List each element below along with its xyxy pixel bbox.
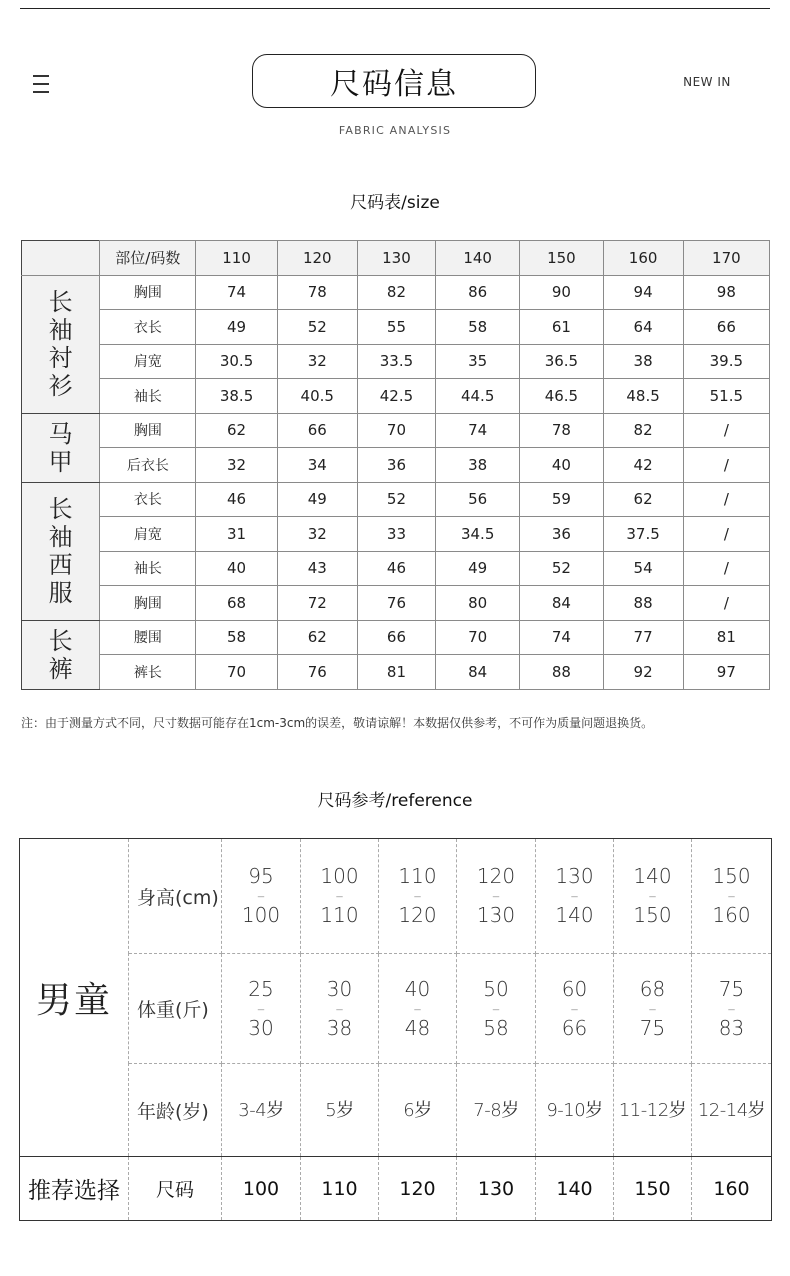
range-dash: – [492, 886, 500, 905]
range-top: 40 [404, 976, 431, 1001]
measurement-value: 39.5 [683, 344, 769, 379]
measurement-value: 36 [520, 517, 603, 552]
size-table-title: 尺码表/size [350, 193, 440, 213]
size-table-row [22, 448, 770, 483]
measurement-value: 76 [277, 655, 357, 690]
size-table-header-row [22, 241, 770, 276]
range-top: 100 [320, 864, 359, 888]
range-bottom: 58 [483, 1015, 509, 1040]
size-table-row [22, 413, 770, 448]
measurement-value: 72 [277, 586, 357, 621]
age-range: 6岁 [379, 1064, 457, 1157]
fabric-analysis-subtitle: FABRIC ANALYSIS [338, 124, 452, 137]
size-column-header: 130 [357, 241, 435, 276]
weight-range [379, 954, 457, 1064]
range-dash: – [648, 998, 657, 1018]
range-bottom: 30 [248, 1015, 274, 1040]
range-top: 25 [248, 976, 274, 1001]
garment-group-name: 马甲 [48, 419, 73, 476]
recommended-size: 130 [457, 1157, 536, 1221]
range-top: 68 [639, 976, 666, 1001]
measurement-value: 66 [357, 620, 435, 655]
size-table-row [22, 310, 770, 345]
range-top: 130 [555, 864, 594, 888]
size-table-row [22, 551, 770, 586]
recommend-size-label: 尺码 [129, 1157, 222, 1221]
measurement-part: 胸围 [100, 413, 196, 448]
measurement-value: 77 [603, 620, 683, 655]
range-bottom: 38 [326, 1015, 353, 1040]
range-dash: – [335, 886, 344, 905]
reference-table-title: 尺码参考/reference [317, 791, 473, 811]
measurement-value: 40 [520, 448, 603, 483]
range-dash: – [570, 886, 579, 905]
height-range [222, 839, 301, 954]
range-dash: – [727, 886, 736, 905]
measurement-value: 90 [520, 275, 603, 310]
measurement-value: 37.5 [603, 517, 683, 552]
range-bottom: 160 [712, 903, 751, 927]
measurement-value: 66 [683, 310, 769, 345]
measurement-value: 81 [357, 655, 435, 690]
range-dash: – [413, 886, 422, 905]
range-dash: – [570, 998, 579, 1018]
size-column-header: 160 [603, 241, 683, 276]
range-bottom: 110 [320, 903, 359, 927]
measurement-value: 59 [520, 482, 603, 517]
age-range: 5岁 [301, 1064, 379, 1157]
size-column-header: 110 [196, 241, 277, 276]
height-range [614, 839, 692, 954]
size-table-row [22, 379, 770, 414]
garment-group-name: 长裤 [48, 626, 73, 683]
measurement-value: / [683, 482, 769, 517]
measurement-value: 82 [603, 413, 683, 448]
range-bottom: 75 [639, 1015, 666, 1040]
range-dash: – [413, 998, 422, 1018]
range-bottom: 150 [633, 903, 672, 927]
range-dash: – [727, 998, 736, 1018]
range-dash: – [648, 886, 657, 905]
range-bottom: 83 [718, 1015, 745, 1040]
measurement-value: 38.5 [196, 379, 277, 414]
measurement-value: 34.5 [436, 517, 520, 552]
measurement-value: 92 [603, 655, 683, 690]
menu-icon[interactable] [33, 75, 49, 93]
range-dash: – [257, 886, 265, 905]
range-top: 120 [476, 864, 516, 888]
measurement-value: 66 [277, 413, 357, 448]
age-range: 9-10岁 [536, 1064, 614, 1157]
measurement-value: 42 [603, 448, 683, 483]
size-column-header: 170 [683, 241, 769, 276]
garment-group-label [22, 482, 100, 620]
measurement-value: 98 [683, 275, 769, 310]
reference-row [20, 839, 772, 954]
range-bottom: 66 [561, 1015, 588, 1040]
weight-range [536, 954, 614, 1064]
measurement-value: 54 [603, 551, 683, 586]
measurement-value: 80 [436, 586, 520, 621]
measurement-part: 衣长 [100, 310, 196, 345]
size-header-label: 部位/码数 [100, 241, 196, 276]
measurement-value: 40 [196, 551, 277, 586]
measurement-value: 78 [520, 413, 603, 448]
page-title [252, 54, 536, 108]
measurement-value: 46 [196, 482, 277, 517]
measurement-part: 袖长 [100, 379, 196, 414]
measurement-value: 81 [683, 620, 769, 655]
height-label: 身高(cm) [129, 839, 222, 954]
age-range: 3-4岁 [222, 1064, 301, 1157]
measurement-value: 88 [520, 655, 603, 690]
measurement-value: 86 [436, 275, 520, 310]
recommended-size: 160 [692, 1157, 772, 1221]
size-table-row [22, 517, 770, 552]
recommended-size: 140 [536, 1157, 614, 1221]
range-bottom: 120 [398, 903, 437, 927]
measurement-value: 46.5 [520, 379, 603, 414]
measurement-part: 后衣长 [100, 448, 196, 483]
weight-range [301, 954, 379, 1064]
range-bottom: 100 [241, 903, 281, 927]
measurement-part: 肩宽 [100, 517, 196, 552]
size-table-row [22, 620, 770, 655]
disclaimer-note: 注：由于测量方式不同，尺寸数据可能存在1cm-3cm的误差，敬请谅解！本数据仅供参考，不可作为质量问题退换货。 [21, 716, 654, 730]
measurement-value: 82 [357, 275, 435, 310]
range-bottom: 130 [476, 903, 516, 927]
measurement-value: 51.5 [683, 379, 769, 414]
measurement-value: 84 [520, 586, 603, 621]
measurement-value: 58 [196, 620, 277, 655]
recommended-size: 110 [301, 1157, 379, 1221]
measurement-value: 70 [436, 620, 520, 655]
measurement-value: 52 [520, 551, 603, 586]
size-table-row [22, 482, 770, 517]
measurement-value: 58 [436, 310, 520, 345]
measurement-value: 49 [436, 551, 520, 586]
measurement-part: 胸围 [100, 586, 196, 621]
measurement-value: 64 [603, 310, 683, 345]
measurement-value: / [683, 551, 769, 586]
weight-range [692, 954, 772, 1064]
garment-group-label [22, 413, 100, 482]
measurement-value: 52 [277, 310, 357, 345]
reference-row [20, 954, 772, 1064]
measurement-value: 70 [357, 413, 435, 448]
measurement-value: 88 [603, 586, 683, 621]
measurement-value: / [683, 413, 769, 448]
measurement-value: 32 [196, 448, 277, 483]
measurement-value: 38 [436, 448, 520, 483]
measurement-part: 胸围 [100, 275, 196, 310]
range-dash: – [492, 998, 500, 1018]
measurement-part: 袖长 [100, 551, 196, 586]
measurement-value: 97 [683, 655, 769, 690]
measurement-value: 32 [277, 517, 357, 552]
range-top: 30 [326, 976, 353, 1001]
measurement-value: 46 [357, 551, 435, 586]
recommended-size: 100 [222, 1157, 301, 1221]
measurement-value: 74 [520, 620, 603, 655]
measurement-value: 55 [357, 310, 435, 345]
garment-group-label [22, 620, 100, 689]
recommend-row [20, 1157, 772, 1221]
reference-table [19, 838, 772, 1221]
measurement-value: 78 [277, 275, 357, 310]
size-table-row [22, 275, 770, 310]
height-range [536, 839, 614, 954]
measurement-value: 33 [357, 517, 435, 552]
range-top: 50 [483, 976, 509, 1001]
measurement-value: 36.5 [520, 344, 603, 379]
measurement-value: 48.5 [603, 379, 683, 414]
measurement-value: 76 [357, 586, 435, 621]
age-range: 12-14岁 [692, 1064, 772, 1157]
measurement-value: 49 [277, 482, 357, 517]
measurement-value: 33.5 [357, 344, 435, 379]
range-top: 95 [248, 864, 274, 888]
measurement-value: 30.5 [196, 344, 277, 379]
measurement-value: / [683, 448, 769, 483]
measurement-value: 62 [277, 620, 357, 655]
garment-group-name: 长袖西服 [48, 495, 73, 607]
garment-group-name: 长袖衬衫 [48, 288, 73, 400]
age-range: 7-8岁 [457, 1064, 536, 1157]
reference-row [20, 1064, 772, 1157]
measurement-value: / [683, 586, 769, 621]
height-range [692, 839, 772, 954]
measurement-value: 43 [277, 551, 357, 586]
measurement-value: 74 [436, 413, 520, 448]
measurement-value: 61 [520, 310, 603, 345]
weight-range [457, 954, 536, 1064]
size-table [21, 240, 770, 690]
size-column-header: 150 [520, 241, 603, 276]
measurement-value: 84 [436, 655, 520, 690]
measurement-part: 腰围 [100, 620, 196, 655]
age-label: 年龄(岁) [129, 1064, 222, 1157]
garment-group-label [22, 275, 100, 413]
measurement-part: 裤长 [100, 655, 196, 690]
height-range [301, 839, 379, 954]
measurement-value: 31 [196, 517, 277, 552]
weight-range [222, 954, 301, 1064]
range-top: 140 [633, 864, 672, 888]
range-top: 60 [561, 976, 588, 1001]
measurement-value: 36 [357, 448, 435, 483]
size-column-header: 120 [277, 241, 357, 276]
height-range [457, 839, 536, 954]
range-dash: – [335, 998, 344, 1018]
recommended-size: 150 [614, 1157, 692, 1221]
measurement-value: 49 [196, 310, 277, 345]
measurement-value: 42.5 [357, 379, 435, 414]
range-dash: – [257, 998, 265, 1018]
measurement-value: 94 [603, 275, 683, 310]
top-divider [20, 8, 770, 9]
measurement-value: 70 [196, 655, 277, 690]
measurement-value: 62 [603, 482, 683, 517]
measurement-value: 38 [603, 344, 683, 379]
measurement-value: 56 [436, 482, 520, 517]
size-table-row [22, 655, 770, 690]
page-title-text: 尺码信息 [330, 67, 458, 102]
measurement-value: 40.5 [277, 379, 357, 414]
weight-label: 体重(斤) [129, 954, 222, 1064]
size-table-row [22, 344, 770, 379]
new-in-label: NEW IN [683, 75, 731, 89]
measurement-value: 35 [436, 344, 520, 379]
measurement-value: 62 [196, 413, 277, 448]
size-table-corner [22, 241, 100, 276]
recommend-label: 推荐选择 [20, 1157, 129, 1221]
measurement-value: 52 [357, 482, 435, 517]
recommended-size: 120 [379, 1157, 457, 1221]
range-top: 110 [398, 864, 437, 888]
range-bottom: 140 [555, 903, 594, 927]
measurement-value: 44.5 [436, 379, 520, 414]
measurement-value: 34 [277, 448, 357, 483]
range-top: 75 [718, 976, 745, 1001]
weight-range [614, 954, 692, 1064]
measurement-value: / [683, 517, 769, 552]
reference-group-label: 男童 [20, 839, 129, 1157]
size-table-row [22, 586, 770, 621]
measurement-part: 肩宽 [100, 344, 196, 379]
age-range: 11-12岁 [614, 1064, 692, 1157]
measurement-value: 74 [196, 275, 277, 310]
range-bottom: 48 [404, 1015, 431, 1040]
size-column-header: 140 [436, 241, 520, 276]
measurement-part: 衣长 [100, 482, 196, 517]
height-range [379, 839, 457, 954]
measurement-value: 32 [277, 344, 357, 379]
range-top: 150 [712, 864, 751, 888]
measurement-value: 68 [196, 586, 277, 621]
